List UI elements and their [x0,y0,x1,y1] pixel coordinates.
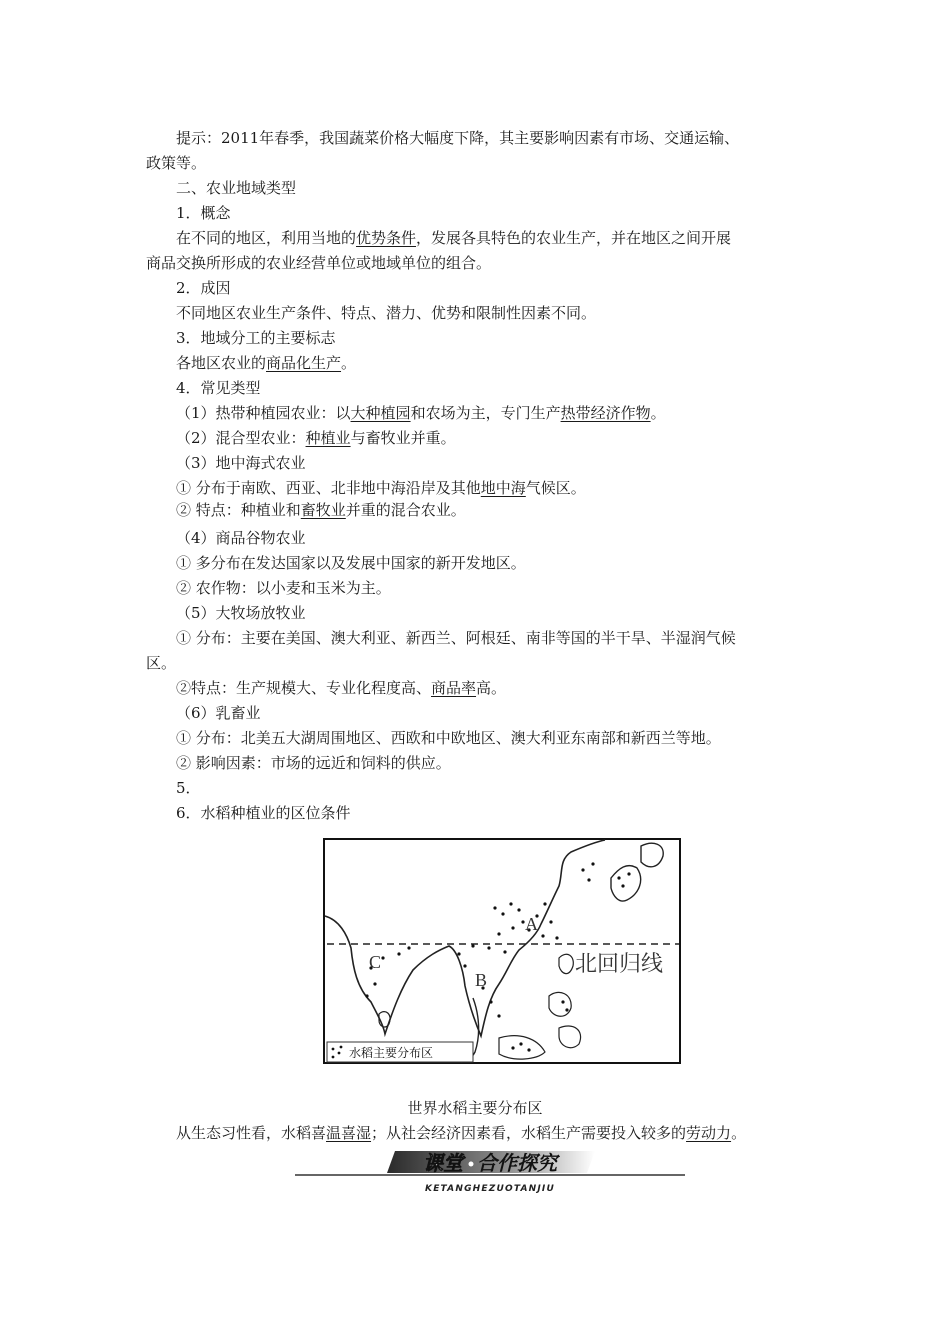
type-6-item-1: ① 分布：北美五大湖周围地区、西欧和中欧地区、澳大利亚东南部和新西兰等地。 [176,729,721,747]
hint-line-2: 政策等。 [146,154,207,172]
map-label-a: A [525,914,538,934]
concept-line-2: 商品交换所形成的农业经营单位或地域单位的组合。 [146,254,492,272]
section-banner [295,1147,685,1197]
underlined-term: 畜牧业 [300,501,346,519]
banner-dot-icon [469,1162,474,1167]
cause-heading: 2．成因 [176,279,231,297]
text-run: 和农场为主，专门生产 [410,404,561,422]
text-run: ① 分布于南欧、西亚、北非地中海沿岸及其他 [176,479,481,497]
map-label-c: C [369,952,382,972]
banner-title-a: 课堂 [423,1151,463,1175]
type-6: （6）乳畜业 [176,704,261,722]
type-3: （3）地中海式农业 [176,454,306,472]
underlined-term: 优势条件 [356,229,417,247]
text-run: （2）混合型农业： [176,429,306,447]
underlined-term: 商品率 [431,679,477,697]
underlined-term: 劳动力 [686,1124,732,1142]
figure-caption: 世界水稻主要分布区 [407,1099,543,1117]
text-run: ②特点：生产规模大、专业化程度高、 [176,679,432,697]
text-run: 从生态习性看，水稻喜 [176,1124,327,1142]
text-run: 与畜牧业并重。 [350,429,456,447]
text-run: 在不同的地区，利用当地的 [176,229,357,247]
section-title: 二、农业地域类型 [176,179,297,197]
type-3-item-1 [176,478,586,498]
type-3-item-2 [176,500,466,520]
text-run: ，发展各具特色的农业生产，并在地区之间开展 [416,229,732,247]
map-frame [324,839,680,1063]
concept-line-1 [176,228,731,248]
text-run: 气候区。 [525,479,586,497]
map-svg [323,838,683,1066]
concept-heading: 1．概念 [176,204,231,222]
type-6-item-2: ② 影响因素：市场的远近和饲料的供应。 [176,754,451,772]
text-run: 各地区农业的 [176,354,267,372]
banner-subtitle: KETANGHEZUOTANJIU [425,1184,555,1194]
type-5-item-2 [176,678,506,698]
type-1 [176,403,666,423]
type-5-item-1-cont: 区。 [146,654,177,672]
type-5-item-1: ① 分布：主要在美国、澳大利亚、新西兰、阿根廷、南非等国的半干旱、半湿润气候 [176,629,736,647]
legend-label: 水稻主要分布区 [349,1046,434,1060]
type-4-item-1: ① 多分布在发达国家以及发展中国家的新开发地区。 [176,554,526,572]
underlined-term: 温喜湿 [326,1124,372,1142]
text-run: 高。 [476,679,507,697]
map-label-b: B [475,970,488,990]
tropic-label: 北回归线 [575,952,664,977]
type-5: （5）大牧场放牧业 [176,604,306,622]
cause-text: 不同地区农业生产条件、特点、潜力、优势和限制性因素不同。 [176,304,597,322]
text-run: ；从社会经济因素看，水稻生产需要投入较多的 [371,1124,687,1142]
item-6: 6．水稻种植业的区位条件 [176,804,351,822]
type-4: （4）商品谷物农业 [176,529,306,547]
text-run: （1）热带种植园农业：以 [176,404,351,422]
underlined-term: 热带经济作物 [560,404,651,422]
underlined-term: 商品化生产 [266,354,342,372]
rice-conditions [176,1123,746,1143]
underlined-term: 种植业 [305,429,351,447]
types-heading: 4．常见类型 [176,379,261,397]
underlined-term: 大种植园 [350,404,411,422]
mark-text [176,353,356,373]
text-run: 并重的混合农业。 [345,501,466,519]
hint-line-1: 提示：2011年春季，我国蔬菜价格大幅度下降，其主要影响因素有市场、交通运输、 [176,129,740,147]
text-run: 。 [650,404,666,422]
mark-heading: 3．地域分工的主要标志 [176,329,336,347]
banner-svg [295,1147,685,1197]
banner-title-b: 合作探究 [477,1151,557,1175]
underlined-term: 地中海 [480,479,526,497]
type-4-item-2: ② 农作物：以小麦和玉米为主。 [176,579,391,597]
text-run: 。 [341,354,357,372]
text-run: ② 特点：种植业和 [176,501,301,519]
text-run: 。 [731,1124,747,1142]
type-2 [176,428,456,448]
rice-distribution-map [323,838,683,1066]
item-5: 5． [176,779,201,797]
